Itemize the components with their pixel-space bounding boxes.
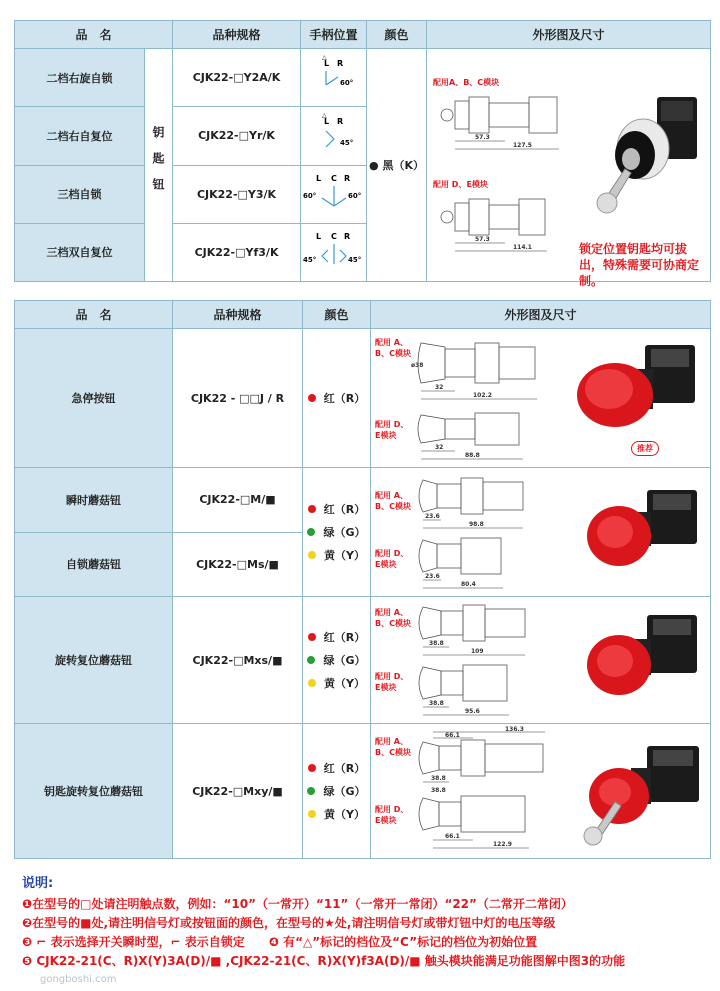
- svg-text:122.9: 122.9: [493, 841, 512, 848]
- header-model: 品种规格: [173, 301, 303, 329]
- svg-text:L: L: [315, 173, 321, 183]
- recommend-badge: 推荐: [631, 441, 659, 456]
- svg-text:R: R: [343, 173, 350, 183]
- emergency-stop-photo: [575, 339, 705, 439]
- module-label: 配用 A、B、C模块: [375, 608, 411, 628]
- svg-text:57.3: 57.3: [475, 134, 490, 141]
- color-label: 黄（Y）: [324, 808, 365, 821]
- notes-title: 说明:: [22, 876, 54, 891]
- svg-text:L: L: [323, 59, 329, 69]
- module-label: 配用 A、B、C模块: [375, 491, 411, 511]
- handle-diagram-icon: [304, 109, 364, 159]
- header-name: 品 名: [15, 21, 173, 49]
- yellow-dot-icon: [308, 679, 316, 687]
- color-label: 红（R）: [323, 631, 366, 644]
- color-label: 绿（G）: [323, 526, 366, 539]
- svg-text:△: △: [321, 112, 327, 120]
- dimension-drawing: [411, 333, 561, 465]
- svg-text:38.8: 38.8: [429, 640, 444, 647]
- handle-position: [301, 107, 367, 165]
- color-label: 黄（Y）: [324, 677, 365, 690]
- svg-text:23.6: 23.6: [425, 513, 440, 520]
- header-name: 品 名: [15, 301, 173, 329]
- product-model: CJK22 - □□J / R: [173, 329, 303, 468]
- product-name: 瞬时蘑菇钮: [15, 468, 173, 533]
- color-cell: [303, 597, 371, 724]
- color-label: 绿（G）: [323, 785, 366, 798]
- table1-header: [15, 21, 711, 49]
- color-cell: [303, 329, 371, 468]
- svg-text:38.8: 38.8: [431, 787, 446, 794]
- handle-position: [301, 223, 367, 281]
- svg-text:45°: 45°: [302, 255, 316, 264]
- svg-text:32: 32: [435, 444, 444, 451]
- group-label: 钥匙钮: [145, 49, 173, 282]
- handle-diagram-icon: [302, 226, 366, 276]
- color-cell: [367, 49, 427, 282]
- svg-text:45°: 45°: [339, 139, 353, 148]
- svg-text:57.3: 57.3: [475, 236, 490, 243]
- notes-section: [22, 872, 712, 971]
- watermark: gongboshi.com: [40, 974, 117, 985]
- color-label: 黄（Y）: [324, 549, 365, 562]
- red-dot-icon: [308, 764, 316, 772]
- table2-header: [15, 301, 711, 329]
- svg-text:114.1: 114.1: [513, 244, 532, 251]
- table-row: [15, 49, 711, 107]
- svg-text:109: 109: [471, 648, 484, 655]
- module-label: 配用 D、E模块: [375, 420, 409, 440]
- svg-text:R: R: [336, 59, 343, 69]
- svg-text:L: L: [315, 231, 321, 241]
- product-model: CJK22-□Y2A/K: [173, 49, 301, 107]
- green-dot-icon: [307, 528, 315, 536]
- product-model: CJK22-□Mxy/■: [173, 724, 303, 859]
- module-label: 配用A、B、C模块: [433, 78, 500, 87]
- product-model: CJK22-□Mxs/■: [173, 597, 303, 724]
- product-name: 自锁蘑菇钮: [15, 532, 173, 597]
- svg-text:136.3: 136.3: [505, 726, 524, 733]
- svg-text:C: C: [330, 231, 337, 241]
- color-label: 红（R）: [323, 762, 366, 775]
- svg-text:60°: 60°: [347, 191, 361, 200]
- svg-text:R: R: [343, 231, 350, 241]
- svg-text:102.2: 102.2: [473, 392, 492, 399]
- yellow-dot-icon: [308, 810, 316, 818]
- product-model: CJK22-□Y3/K: [173, 165, 301, 223]
- diagram-cell: [371, 724, 711, 859]
- handle-position: [301, 165, 367, 223]
- module-label: 配用 A、B、C模块: [375, 338, 411, 358]
- header-diagram: 外形图及尺寸: [371, 301, 711, 329]
- product-model: CJK22-□Ms/■: [173, 532, 303, 597]
- red-dot-icon: [308, 394, 316, 402]
- svg-text:45°: 45°: [347, 255, 361, 264]
- header-handle: 手柄位置: [301, 21, 367, 49]
- color-label: 红（R）: [323, 392, 366, 405]
- turn-reset-button-photo: [585, 611, 705, 707]
- color-cell: [303, 724, 371, 859]
- module-label: 配用 D、E模块: [433, 180, 488, 189]
- green-dot-icon: [307, 656, 315, 664]
- svg-text:32: 32: [435, 384, 444, 391]
- note-line: ❺ CJK22-21(C、R)X(Y)3A(D)/■ ,CJK22-21(C、R)X(Y)f3A(D)/■ 触头模块能满足功能图解中图3的功能: [22, 954, 626, 968]
- key-switch-table: [14, 20, 711, 288]
- product-name: 钥匙旋转复位蘑菇钮: [15, 724, 173, 859]
- table-row: [15, 468, 711, 533]
- yellow-dot-icon: [308, 551, 316, 559]
- svg-text:98.8: 98.8: [469, 521, 484, 528]
- module-label: 配用 D、E模块: [375, 672, 409, 692]
- product-model: CJK22-□M/■: [173, 468, 303, 533]
- module-label: 配用 A、B、C模块: [375, 737, 411, 757]
- mushroom-button-table: [14, 300, 711, 859]
- diagram-cell: [371, 468, 711, 597]
- dimension-drawing: [411, 726, 571, 856]
- color-label: 绿（G）: [323, 654, 366, 667]
- header-color: 颜色: [303, 301, 371, 329]
- svg-text:23.6: 23.6: [425, 573, 440, 580]
- product-name: 二档右自复位: [15, 107, 145, 165]
- svg-text:38.8: 38.8: [429, 700, 444, 707]
- svg-text:38.8: 38.8: [431, 775, 446, 782]
- key-switch-photo: [595, 89, 705, 219]
- note-line: ❷在型号的■处,请注明信号灯或按钮面的颜色，在型号的★处,请注明信号灯或带灯钮中灯的电压等级: [22, 916, 556, 930]
- table-row: [15, 597, 711, 724]
- color-cell: [303, 468, 371, 597]
- diagram-cell: [371, 329, 711, 468]
- svg-text:66.1: 66.1: [445, 732, 460, 739]
- svg-text:R: R: [336, 117, 343, 127]
- lock-note: 锁定位置钥匙均可拔出，特殊需要可协商定制。: [579, 242, 700, 288]
- diagram-cell: [371, 597, 711, 724]
- header-model: 品种规格: [173, 21, 301, 49]
- product-name: 二档右旋自锁: [15, 49, 145, 107]
- module-label: 配用 D、E模块: [375, 549, 409, 569]
- key-mushroom-button-photo: [579, 742, 707, 848]
- svg-text:60°: 60°: [302, 191, 316, 200]
- svg-text:C: C: [330, 173, 337, 183]
- product-model: CJK22-□Yr/K: [173, 107, 301, 165]
- handle-diagram-icon: [304, 51, 364, 101]
- green-dot-icon: [307, 787, 315, 795]
- table-row: [15, 329, 711, 468]
- dimension-drawing: [411, 474, 561, 594]
- svg-text:80.4: 80.4: [461, 581, 476, 588]
- product-name: 旋转复位蘑菇钮: [15, 597, 173, 724]
- table-row: [15, 724, 711, 859]
- dimension-drawing: [435, 93, 575, 163]
- svg-text:△: △: [321, 54, 327, 62]
- dimension-drawing: [435, 195, 575, 265]
- product-model: CJK22-□Yf3/K: [173, 223, 301, 281]
- dimension-drawing: [411, 601, 561, 721]
- header-color: 颜色: [367, 21, 427, 49]
- color-label: 红（R）: [323, 503, 366, 516]
- svg-text:95.6: 95.6: [465, 708, 480, 715]
- product-name: 三档双自复位: [15, 223, 145, 281]
- red-dot-icon: [308, 633, 316, 641]
- svg-text:88.8: 88.8: [465, 452, 480, 459]
- svg-text:L: L: [323, 117, 329, 127]
- note-line: ❸ ⌐ 表示选择开关瞬时型，⌐ 表示自锁定 ❹ 有“△”标记的档位及“C”标记的档位为初始位置: [22, 935, 538, 949]
- header-diagram: 外形图及尺寸: [427, 21, 711, 49]
- note-line: ❶在型号的□处请注明触点数，例如：“10”（一常开）“11”（一常开一常闭）“22”（二常开二常闭）: [22, 897, 573, 911]
- module-label: 配用 D、E模块: [375, 805, 409, 825]
- product-name: 急停按钮: [15, 329, 173, 468]
- red-dot-icon: [308, 505, 316, 513]
- svg-text:ø38: ø38: [411, 362, 424, 369]
- svg-text:60°: 60°: [339, 79, 353, 88]
- svg-text:66.1: 66.1: [445, 833, 460, 840]
- color-black: ● 黑（K）: [369, 159, 424, 172]
- svg-text:127.5: 127.5: [513, 142, 532, 149]
- mushroom-button-photo: [585, 486, 705, 576]
- diagram-cell: [427, 49, 711, 288]
- handle-position: [301, 49, 367, 107]
- product-name: 三档自锁: [15, 165, 145, 223]
- handle-diagram-icon: [302, 168, 366, 218]
